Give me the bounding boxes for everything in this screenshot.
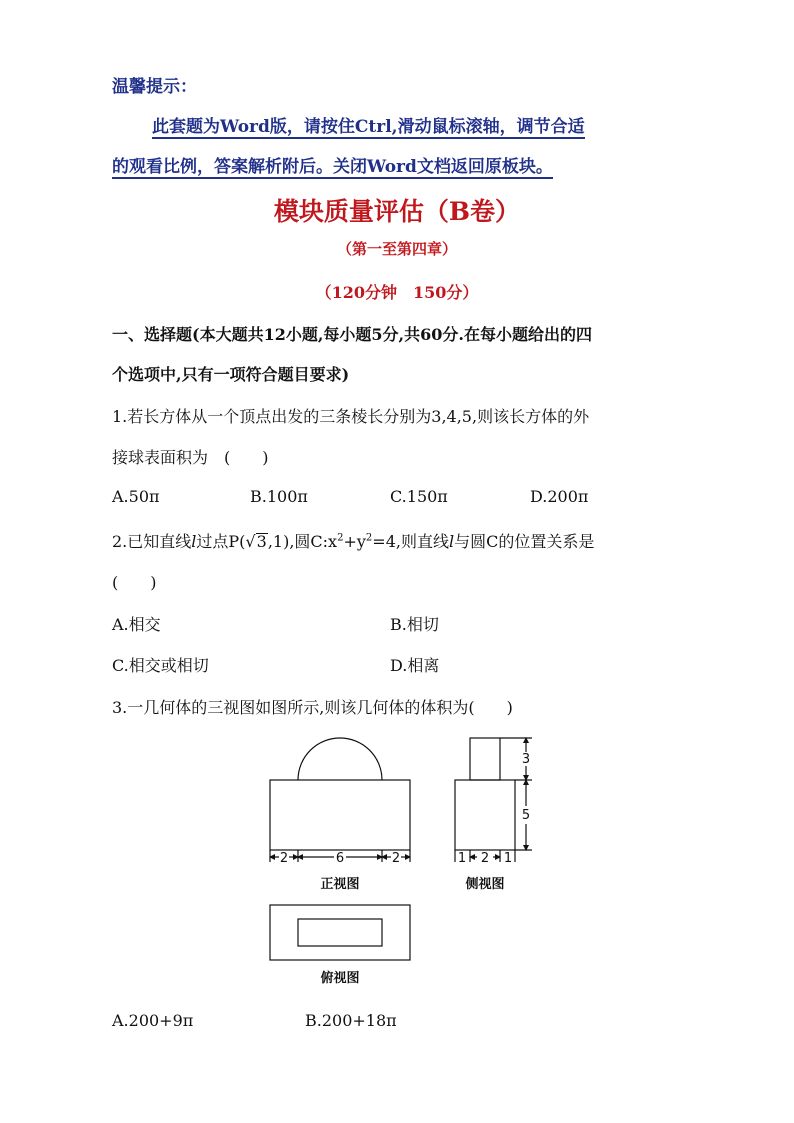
front-dim-middle: 6 (335, 851, 345, 866)
q2-text: +y (343, 532, 366, 551)
front-view-body (270, 780, 410, 850)
top-view-inner (298, 919, 382, 946)
section-heading-line-1: 一、选择题(本大题共12小题,每小题5分,共60分.在每小题给出的四 (112, 325, 592, 344)
q1-stem-line-1: 1.若长方体从一个顶点出发的三条棱长分别为3,4,5,则该长方体的外 (112, 407, 590, 426)
side-dim-right: 1 (503, 851, 513, 866)
q2-option-a: A.相交 (112, 615, 161, 634)
exponent: 2 (365, 532, 373, 544)
q2-stem-line-1 (112, 529, 594, 552)
top-view-label: 俯视图 (320, 971, 360, 986)
tip-line-2: 的观看比例，答案解析附后。关闭Word文档返回原板块。 (112, 152, 553, 179)
front-dim-left: 2 (279, 851, 289, 866)
q2-line-symbol: l (191, 532, 197, 551)
q2-stem-line-2: ( ) (112, 573, 157, 592)
side-view-label: 侧视图 (465, 877, 505, 892)
q2-line-symbol: l (448, 532, 455, 551)
q2-text: 过点P( (196, 532, 246, 551)
page-title: 模块质量评估（B卷） (273, 197, 521, 226)
q3-stem: 3.一几何体的三视图如图所示,则该几何体的体积为( ) (112, 698, 513, 717)
q2-text: =4,则直线 (372, 532, 449, 551)
side-dim-middle: 2 (480, 851, 490, 866)
q2-option-c: C.相交或相切 (112, 656, 209, 675)
q2-text: ,1),圆C:x (267, 532, 338, 551)
three-view-figure (260, 730, 550, 990)
exponent: 2 (337, 532, 344, 544)
q2-text: 与圆C的位置关系是 (454, 532, 595, 551)
front-dim-right: 2 (391, 851, 401, 866)
q1-option-c: C.150π (390, 487, 448, 506)
side-view-body (455, 780, 515, 850)
page-subtitle: （第一至第四章） (336, 240, 457, 258)
side-view-top-block (470, 738, 500, 780)
side-dim-top-height: 3 (521, 752, 531, 767)
sqrt-symbol: √ (245, 532, 256, 551)
side-dim-left: 1 (457, 851, 467, 866)
q2-option-d: D.相离 (390, 656, 440, 675)
tip-heading: 温馨提示： (112, 77, 197, 97)
q1-option-d: D.200π (530, 487, 589, 506)
front-view-dome (298, 738, 382, 780)
q3-option-a: A.200+9π (112, 1011, 194, 1030)
sqrt-radicand: 3 (256, 532, 267, 551)
q2-text: 2.已知直线 (112, 532, 192, 551)
side-dim-body-height: 5 (521, 808, 531, 823)
tip-line-1: 此套题为Word版，请按住Ctrl,滑动鼠标滚轴，调节合适 (152, 112, 585, 139)
section-heading-line-2: 个选项中,只有一项符合题目要求) (112, 365, 350, 384)
time-score: （120分钟 150分） (315, 283, 479, 302)
q3-option-b: B.200+18π (305, 1011, 397, 1030)
front-view-label: 正视图 (320, 877, 360, 892)
q1-option-b: B.100π (250, 487, 308, 506)
q2-option-b: B.相切 (390, 615, 439, 634)
q1-option-a: A.50π (112, 487, 160, 506)
q1-stem-line-2: 接球表面积为 ( ) (112, 448, 269, 467)
top-view-outer (270, 905, 410, 960)
